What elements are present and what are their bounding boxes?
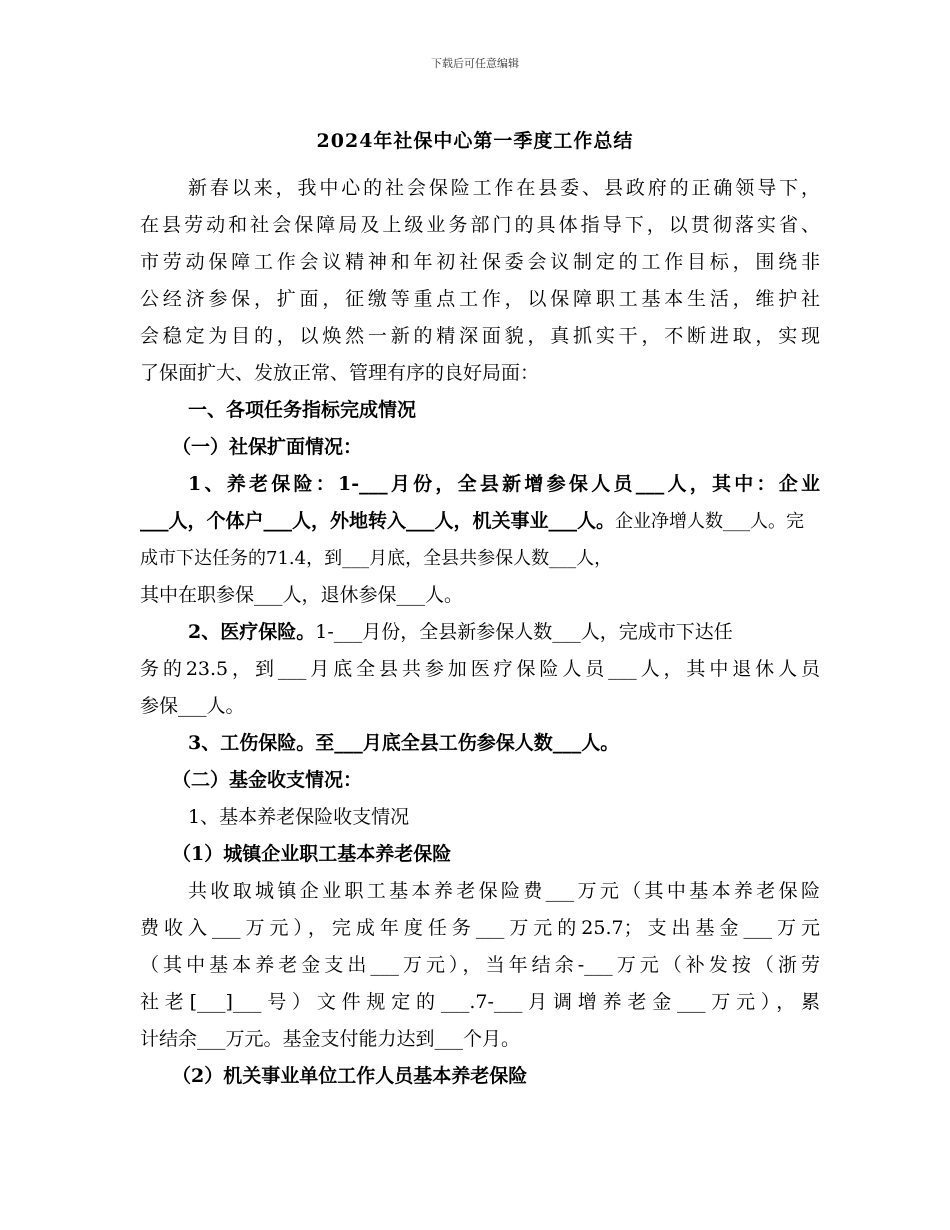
text-span: 企业净增人数___人。完成市下达任务的71.4，到___月底，全县共参保人数___人，	[140, 511, 805, 569]
body-line: 公经济参保，扩面，征缴等重点工作，以保障职工基本生活，维护社	[140, 288, 820, 310]
body-line	[188, 614, 820, 650]
body-line: 会稳定为目的，以焕然一新的精深面貌，真抓实干，不断进取，实现	[140, 325, 820, 347]
body-line	[140, 503, 820, 577]
body-line: 共收取城镇企业职工基本养老保险费___万元（其中基本养老保险	[188, 880, 820, 902]
body-line: （其中基本养老金支出___万元），当年结余-___万元（补发按（浙劳	[140, 954, 820, 976]
subsection-heading: （二）基金收支情况：	[172, 769, 363, 791]
subsection-heading: （2）机关事业单位工作人员基本养老保险	[172, 1065, 528, 1087]
body-line: 计结余___万元。基金支付能力达到___个月。	[140, 1028, 521, 1050]
body-line: 了保面扩大、发放正常、管理有序的良好局面：	[140, 362, 540, 384]
body-line: 社老[___]___号）文件规定的___.7-___月调增养老金___万元），累	[140, 991, 820, 1013]
body-line: 1、养老保险：1-___月份，全县新增参保人员___人，其中：企业	[188, 473, 820, 495]
bold-span: ___人，个体户___人，外地转入___人，机关事业___人。	[140, 510, 616, 532]
body-line: 其中在职参保___人，退休参保___人。	[140, 584, 464, 606]
section-heading: 一、各项任务指标完成情况	[188, 399, 417, 421]
body-line: 参保___人。	[140, 695, 245, 717]
body-line: 3、工伤保险。至___月底全县工伤参保人数___人。	[188, 732, 620, 754]
body-line: 费收入___万元），完成年度任务___万元的25.7；支出基金___万元	[140, 917, 820, 939]
body-line: 新春以来，我中心的社会保险工作在县委、县政府的正确领导下，	[188, 177, 820, 199]
body-line: 务的23.5，到___月底全县共参加医疗保险人员___人，其中退休人员	[140, 658, 820, 680]
body-line: 在县劳动和社会保障局及上级业务部门的具体指导下，以贯彻落实省、	[140, 214, 820, 236]
bold-span: 2、医疗保险。	[188, 621, 316, 643]
body-line: 市劳动保障工作会议精神和年初社保委会议制定的工作目标，围绕非	[140, 251, 820, 273]
page-header: 下载后可任意编辑	[431, 57, 519, 70]
text-span: 1-___月份，全县新参保人数___人，完成市下达任	[315, 621, 733, 643]
document-title: 2024年社保中心第一季度工作总结	[316, 130, 634, 152]
subsection-heading: （1）城镇企业职工基本养老保险	[172, 843, 452, 865]
subsection-heading: （一）社保扩面情况：	[172, 436, 363, 458]
subsection-heading: 1、基本养老保险收支情况	[188, 806, 410, 828]
